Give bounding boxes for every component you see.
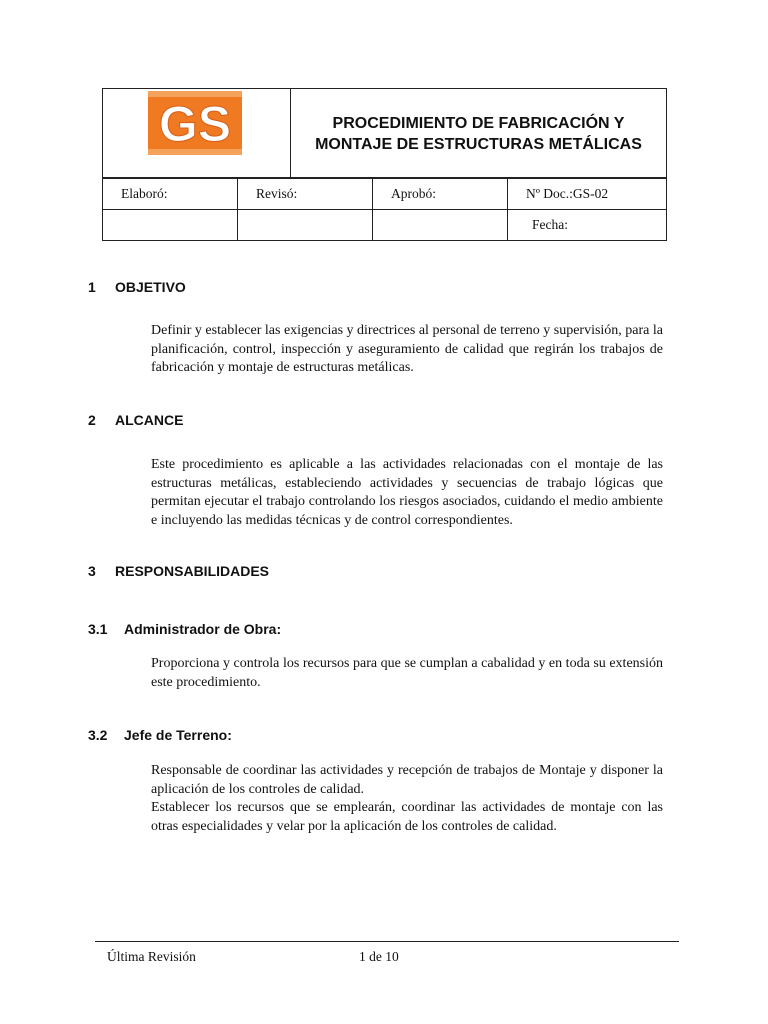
- title-cell: [291, 89, 666, 179]
- section-2-text: Este procedimiento es aplicable a las actividades relacionadas con el montaje de las estructuras metálicas, estableciendo actividades y secuencias de trabajo lógicas que permitan ejecutar el trabajo controlando los riesgos asociados, cuidando el medio ambiente e incluyendo las medidas técnicas y de control correspondientes.: [151, 457, 663, 528]
- document-header-table: [102, 88, 667, 241]
- aprobo-value-cell: [373, 210, 508, 240]
- section-number: 3: [88, 563, 96, 579]
- doc-number-cell: Nº Doc.:GS-02: [526, 186, 609, 201]
- section-title: RESPONSABILIDADES: [115, 563, 270, 579]
- section-number: 1: [88, 279, 96, 295]
- elaboro-cell: Elaboró:: [103, 179, 238, 209]
- approval-values-row: [103, 210, 666, 240]
- section-title: ALCANCE: [115, 412, 184, 428]
- section-number: 3.2: [88, 727, 108, 743]
- footer-page-number: 1 de 10: [359, 949, 399, 964]
- footer-divider: [95, 941, 679, 942]
- section-3-1-text: Proporciona y controla los recursos para que se cumplan a cabalidad y en toda su extensión este procedimiento.: [151, 656, 663, 690]
- section-number: 3.1: [88, 621, 108, 637]
- gs-logo: [148, 91, 242, 155]
- footer-last-revision: Última Revisión: [107, 949, 196, 964]
- section-title: OBJETIVO: [115, 279, 186, 295]
- header-top-row: [103, 89, 666, 179]
- section-3-2-paragraph-1: Responsable de coordinar las actividades y recepción de trabajos de Montaje y disponer la aplicación de los controles de calidad.: [151, 763, 663, 797]
- section-title: Jefe de Terreno:: [124, 727, 232, 743]
- section-3-2-text: [151, 762, 663, 836]
- svg-text:GS: GS: [158, 96, 232, 152]
- document-title: PROCEDIMIENTO DE FABRICACIÓN Y MONTAJE DE ESTRUCTURAS METÁLICAS: [315, 115, 642, 153]
- elaboro-value-cell: [103, 210, 238, 240]
- reviso-value-cell: [238, 210, 373, 240]
- logo-cell: [103, 89, 291, 179]
- section-3-2-paragraph-2: Establecer los recursos que se emplearán, coordinar las actividades de montaje con las otras especialidades y velar por la aplicación de los controles de calidad.: [151, 800, 663, 834]
- aprobo-cell: Aprobó:: [373, 179, 508, 209]
- section-1-text: Definir y establecer las exigencias y directrices al personal de terreno y supervisión, para la planificación, control, inspección y aseguramiento de calidad que regirán los trabajos de fabricación y montaje de estructuras metálicas.: [151, 323, 663, 375]
- approval-labels-row: [103, 179, 666, 210]
- section-number: 2: [88, 412, 96, 428]
- reviso-cell: Revisó:: [238, 179, 373, 209]
- fecha-cell: Fecha:: [532, 217, 568, 232]
- section-title: Administrador de Obra:: [124, 621, 282, 637]
